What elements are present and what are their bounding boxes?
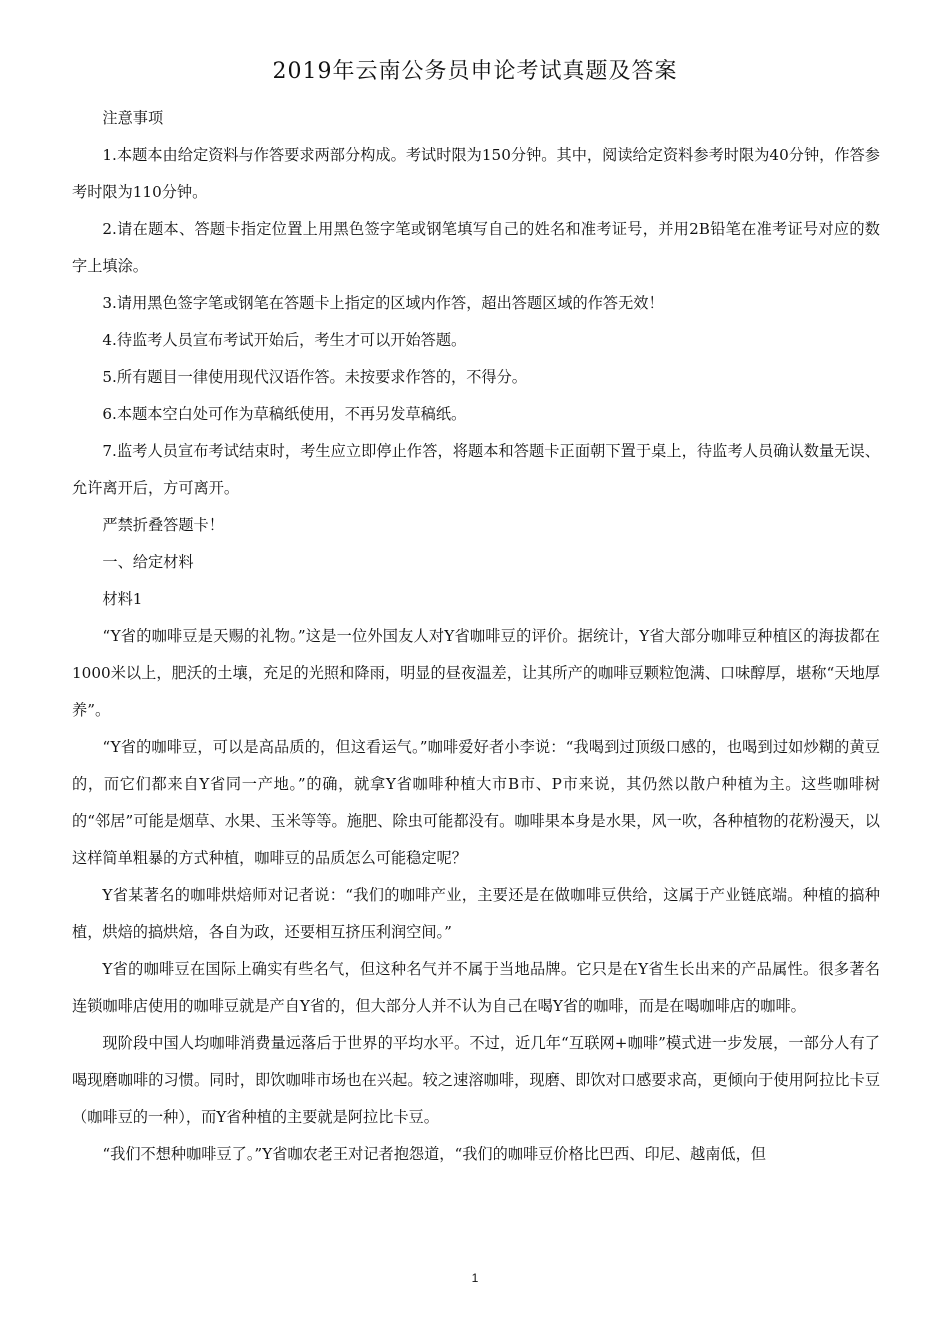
section-heading: 一、给定材料	[102, 553, 194, 571]
notice-item-3: 3.请用黑色签字笔或钢笔在答题卡上指定的区域内作答，超出答题区域的作答无效！	[102, 294, 664, 312]
material-paragraph-6: “我们不想种咖啡豆了。”Y省咖农老王对记者抱怨道，“我们的咖啡豆价格比巴西、印尼、越南低，但	[102, 1145, 766, 1163]
material-paragraph-5: 现阶段中国人均咖啡消费量远落后于世界的平均水平。不过，近几年“互联网+咖啡”模式进一步发展，一部分人有了喝现磨咖啡的习惯。同时，即饮咖啡市场也在兴起。较之速溶咖啡，现磨、即饮对口感要求高，更倾向于使用阿拉比卡豆（咖啡豆的一种），而Y省种植的主要就是阿拉比卡豆。	[72, 1034, 880, 1126]
notice-item-2: 2.请在题本、答题卡指定位置上用黑色签字笔或钢笔填写自己的姓名和准考证号，并用2B铅笔在准考证号对应的数字上填涂。	[72, 220, 880, 275]
material-paragraph-2: “Y省的咖啡豆，可以是高品质的，但这看运气。”咖啡爱好者小李说：“我喝到过顶级口感的，也喝到过如炒糊的黄豆的，而它们都来自Y省同一产地。”的确，就拿Y省咖啡种植大市B市、P市来说，其仍然以散户种植为主。这些咖啡树的“邻居”可能是烟草、水果、玉米等等。施肥、除虫可能都没有。咖啡果本身是水果，风一吹，各种植物的花粉漫天，以这样简单粗暴的方式种植，咖啡豆的品质怎么可能稳定呢？	[72, 738, 880, 867]
notice-heading: 注意事项	[102, 109, 164, 127]
notice-item-1: 1.本题本由给定资料与作答要求两部分构成。考试时限为150分钟。其中，阅读给定资料参考时限为40分钟，作答参考时限为110分钟。	[72, 146, 880, 201]
warning-line: 严禁折叠答题卡！	[102, 516, 224, 534]
notice-item-4: 4.待监考人员宣布考试开始后，考生才可以开始答题。	[102, 331, 467, 349]
notice-item-6: 6.本题本空白处可作为草稿纸使用，不再另发草稿纸。	[102, 405, 467, 423]
material-paragraph-1: “Y省的咖啡豆是天赐的礼物。”这是一位外国友人对Y省咖啡豆的评价。据统计，Y省大部分咖啡豆种植区的海拔都在1000米以上，肥沃的土壤，充足的光照和降雨，明显的昼夜温差，让其所产的咖啡豆颗粒饱满、口味醇厚，堪称“天地厚养”。	[72, 627, 880, 719]
document-body	[72, 100, 880, 1173]
material-paragraph-4: Y省的咖啡豆在国际上确实有些名气，但这种名气并不属于当地品牌。它只是在Y省生长出来的产品属性。很多著名连锁咖啡店使用的咖啡豆就是产自Y省的，但大部分人并不认为自己在喝Y省的咖啡，而是在喝咖啡店的咖啡。	[72, 960, 880, 1015]
notice-item-5: 5.所有题目一律使用现代汉语作答。未按要求作答的，不得分。	[102, 368, 527, 386]
material-paragraph-3: Y省某著名的咖啡烘焙师对记者说：“我们的咖啡产业，主要还是在做咖啡豆供给，这属于产业链底端。种植的搞种植，烘焙的搞烘焙，各自为政，还要相互挤压利润空间。”	[72, 886, 880, 941]
document-title: 2019年云南公务员申论考试真题及答案	[272, 59, 678, 84]
notice-item-7: 7.监考人员宣布考试结束时，考生应立即停止作答，将题本和答题卡正面朝下置于桌上，待监考人员确认数量无误、允许离开后，方可离开。	[72, 442, 880, 497]
material-heading: 材料1	[102, 590, 143, 608]
page-number: 1	[471, 1271, 479, 1285]
